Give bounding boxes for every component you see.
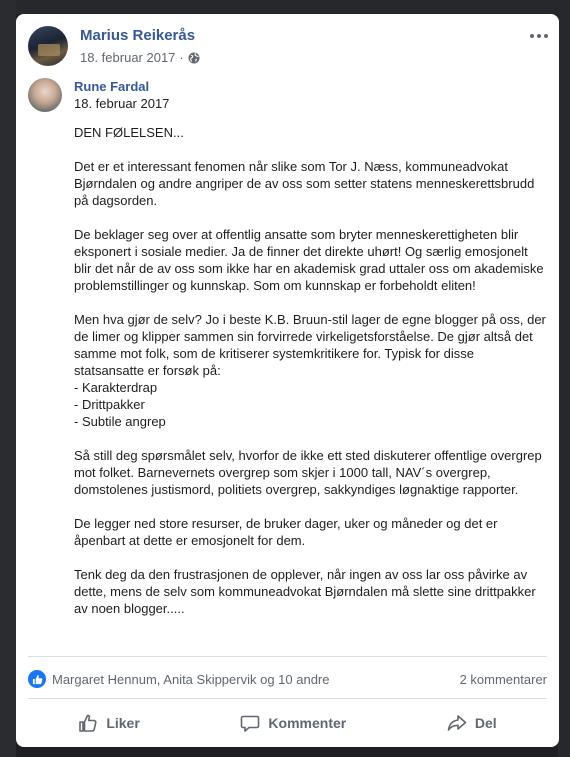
post-paragraph: De legger ned store resurser, de bruker dager, uker og måneder og det er åpenbart at dette er emosjonelt for dem. [74, 516, 498, 548]
post-header [16, 14, 559, 76]
background-top [0, 0, 570, 14]
divider [28, 656, 547, 657]
author-avatar[interactable] [28, 26, 68, 66]
post-card [16, 14, 559, 747]
thumbs-up-icon [78, 713, 98, 733]
share-icon [447, 713, 467, 733]
comment-button[interactable] [226, 707, 360, 739]
globe-icon[interactable] [188, 52, 200, 64]
background-left [0, 0, 16, 757]
comment-label: Kommenter [268, 715, 347, 731]
comment-icon [240, 713, 260, 733]
reactions-summary[interactable] [28, 670, 330, 688]
shared-post-date[interactable]: 18. februar 2017 [74, 96, 170, 111]
share-button[interactable] [433, 707, 511, 739]
like-reaction-icon [28, 670, 46, 688]
post-paragraph: Men hva gjør de selv? Jo i beste K.B. Bruun-stil lager de egne blogger på oss, der de limer og klipper sammen sin forvirrede virkeligetsforståelse. De gjør altså det samme mot folk, som de kritiserer systemkritikere for. Typisk for disse statsansatte er forsøk på: - Karakterdrap - Drittpakker - Subtile angrep [74, 312, 546, 429]
reactions-bar [28, 667, 547, 691]
author-name[interactable]: Marius Reikerås [80, 27, 196, 44]
background-right [558, 0, 570, 757]
comment-count[interactable]: 2 kommentarer [459, 671, 547, 687]
post-date[interactable]: 18. februar 2017 [80, 50, 176, 65]
share-label: Del [474, 715, 497, 731]
post-paragraph: DEN FØLELSEN... [74, 125, 184, 140]
post-paragraph: Tenk deg da den frustrasjonen de opplever, når ingen av oss lar oss påvirke av dette, mens de selv som kommuneadvokat Bjørndalen må slette sine drittpakker av noen blogger..... [74, 567, 536, 616]
post-meta [80, 50, 200, 65]
like-label: Liker [106, 715, 140, 731]
shared-author-avatar[interactable] [28, 78, 62, 112]
shared-author-name[interactable]: Rune Fardal [74, 79, 150, 94]
post-paragraph: Det er et interessant fenomen når slike som Tor J. Næss, kommuneadvokat Bjørndalen og andre angriper de av oss som setter statens menneskerettsbrudd på dagsorden. [74, 159, 535, 208]
like-button[interactable] [64, 707, 153, 739]
meta-separator: · [179, 50, 184, 65]
reaction-names[interactable]: Margaret Hennum, Anita Skippervik og 10 andre [52, 671, 330, 687]
post-paragraph: De beklager seg over at offentlig ansatte som bryter menneskerettigheten blir eksponert i sosiale medier. Ja de finner det direkte uhørt! Og særlig emosjonelt blir det når de av oss som ikke har en akademisk grad uttaler oss om akademiske problemstillinger og kunnskap. Som om kunnskap er forbeholdt eliten! [74, 227, 544, 293]
more-options-icon[interactable] [527, 26, 551, 46]
action-bar [28, 704, 547, 742]
post-paragraph: Så still deg spørsmålet selv, hvorfor de ikke ett sted diskuterer offentlige overgrep mot folket. Barnevernets overgrep som skjer i 1000 tall, NAV´s overgrep, domstolenes justismord, politiets overgrep, sakkyndiges løgnaktige rapporter. [74, 448, 542, 497]
post-body [74, 124, 546, 634]
divider [28, 698, 547, 699]
